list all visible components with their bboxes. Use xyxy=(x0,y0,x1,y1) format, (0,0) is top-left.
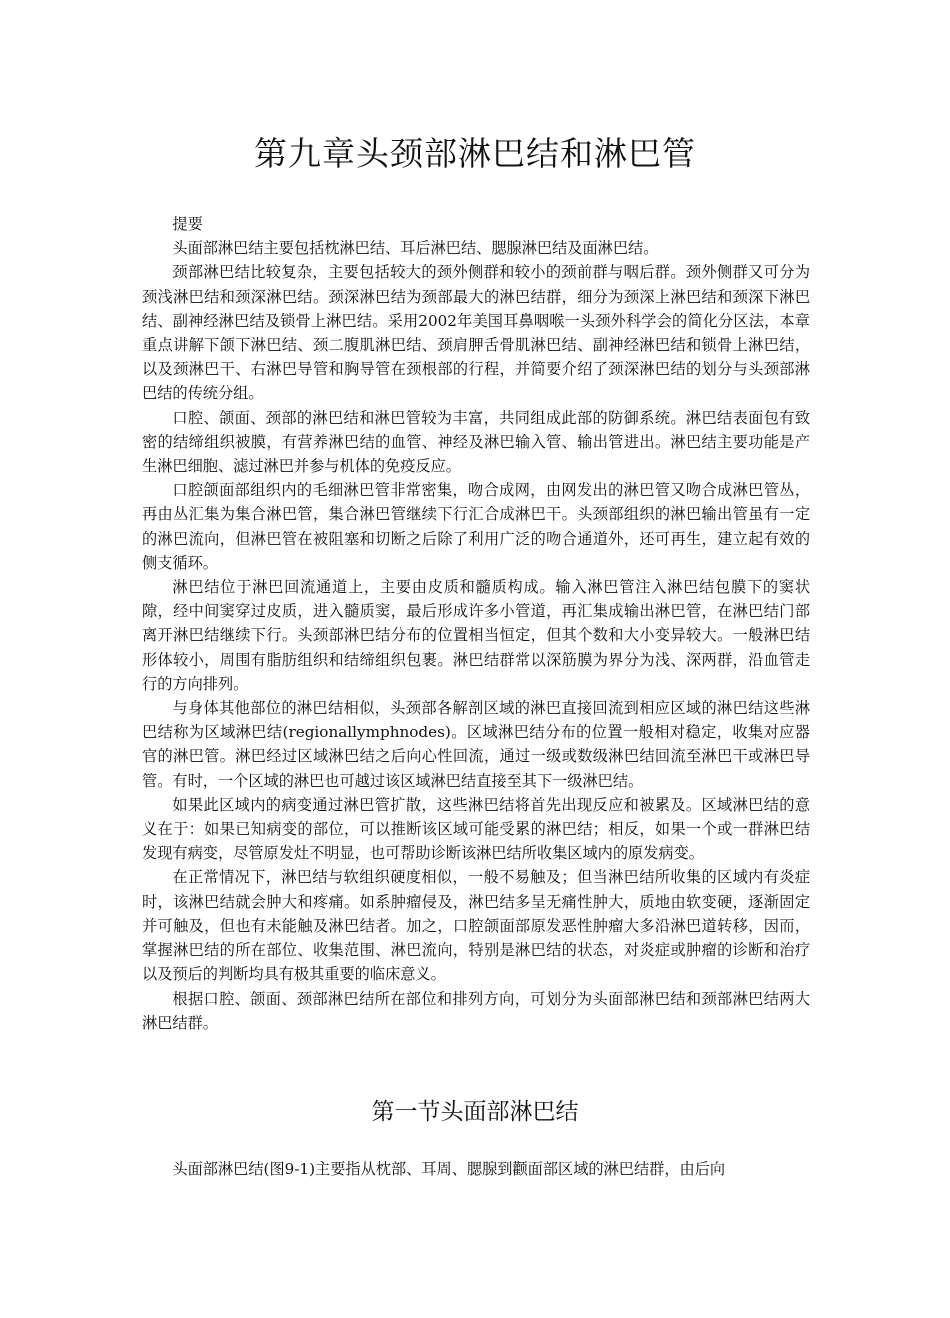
section-title: 第一节头面部淋巴结 xyxy=(371,1099,579,1125)
paragraph: 口腔颌面部组织内的毛细淋巴管非常密集，吻合成网，由网发出的淋巴管又吻合成淋巴管丛，再由丛汇集为集合淋巴管，集合淋巴管继续下行汇合成淋巴干。头颈部组织的淋巴输出管虽有一定的淋巴流向，但淋巴管在被阻塞和切断之后除了利用广泛的吻合通道外，还可再生，建立起有效的侧支循环。 xyxy=(142,481,810,572)
chapter-title: 第九章头颈部淋巴结和淋巴管 xyxy=(254,134,696,173)
paragraph: 淋巴结位于淋巴回流通道上，主要由皮质和髓质构成。输入淋巴管注入淋巴结包膜下的窦状隙，经中间窦穿过皮质，进入髓质窦，最后形成许多小管道，再汇集成输出淋巴管，在淋巴结门部离开淋巴结继续下行。头颈部淋巴结分布的位置相当恒定，但其个数和大小变异较大。一般淋巴结形体较小，周围有脂肪组织和结缔组织包裹。淋巴结群常以深筋膜为界分为浅、深两群，沿血管走行的方向排列。 xyxy=(142,578,810,693)
paragraph: 根据口腔、颌面、颈部淋巴结所在部位和排列方向，可划分为头面部淋巴结和颈部淋巴结两大淋巴结群。 xyxy=(142,989,810,1032)
paragraph: 与身体其他部位的淋巴结相似，头颈部各解剖区域的淋巴直接回流到相应区域的淋巴结这些淋巴结称为区域淋巴结(regionallymphnodes)。区域淋巴结分布的位置一般相对稳定，收集对应器官的淋巴管。淋巴经过区域淋巴结之后向心性回流，通过一级或数级淋巴结回流至淋巴干或淋巴导管。有时，一个区域的淋巴也可越过该区域淋巴结直接至其下一级淋巴结。 xyxy=(142,699,810,790)
paragraph: 在正常情况下，淋巴结与软组织硬度相似，一般不易触及；但当淋巴结所收集的区域内有炎症时，该淋巴结就会肿大和疼痛。如系肿瘤侵及，淋巴结多呈无痛性肿大，质地由软变硬，逐渐固定并可触及，但也有未能触及淋巴结者。加之，口腔颌面部原发恶性肿瘤大多沿淋巴道转移，因而，掌握淋巴结的所在部位、收集范围、淋巴流向，特别是淋巴结的状态，对炎症或肿瘤的诊断和治疗以及预后的判断均具有极其重要的临床意义。 xyxy=(142,868,810,984)
chapter-body xyxy=(142,212,810,1035)
paragraph: 头面部淋巴结主要包括枕淋巴结、耳后淋巴结、腮腺淋巴结及面淋巴结。 xyxy=(172,239,659,258)
paragraph: 头面部淋巴结(图9-1)主要指从枕部、耳周、腮腺到颧面部区域的淋巴结群，由后向 xyxy=(172,1160,726,1178)
paragraph: 如果此区域内的病变通过淋巴管扩散，这些淋巴结将首先出现反应和被累及。区域淋巴结的意义在于：如果已知病变的部位，可以推断该区域可能受累的淋巴结；相反，如果一个或一群淋巴结发现有病变，尽管原发灶不明显，也可帮助诊断该淋巴结所收集区域内的原发病变。 xyxy=(142,795,810,863)
paragraph: 口腔、颌面、颈部的淋巴结和淋巴管较为丰富，共同组成此部的防御系统。淋巴结表面包有致密的结缔组织被膜，有营养淋巴结的血管、神经及淋巴输入管、输出管进出。淋巴结主要功能是产生淋巴细胞、滤过淋巴并参与机体的免疫反应。 xyxy=(142,408,810,476)
paragraph: 颈部淋巴结比较复杂，主要包括较大的颈外侧群和较小的颈前群与咽后群。颈外侧群又可分为颈浅淋巴结和颈深淋巴结。颈深淋巴结为颈部最大的淋巴结群，细分为颈深上淋巴结和颈深下淋巴结、副神经淋巴结及锁骨上淋巴结。采用2002年美国耳鼻咽喉一头颈外科学会的简化分区法，本章重点讲解下颌下淋巴结、颈二腹肌淋巴结、颈肩胛舌骨肌淋巴结、副神经淋巴结和锁骨上淋巴结，以及颈淋巴干、右淋巴导管和胸导管在颈根部的行程，并简要介绍了颈深淋巴结的划分与头颈部淋巴结的传统分组。 xyxy=(142,263,810,403)
section-body xyxy=(142,1157,810,1181)
abstract-label: 提要 xyxy=(172,215,203,233)
